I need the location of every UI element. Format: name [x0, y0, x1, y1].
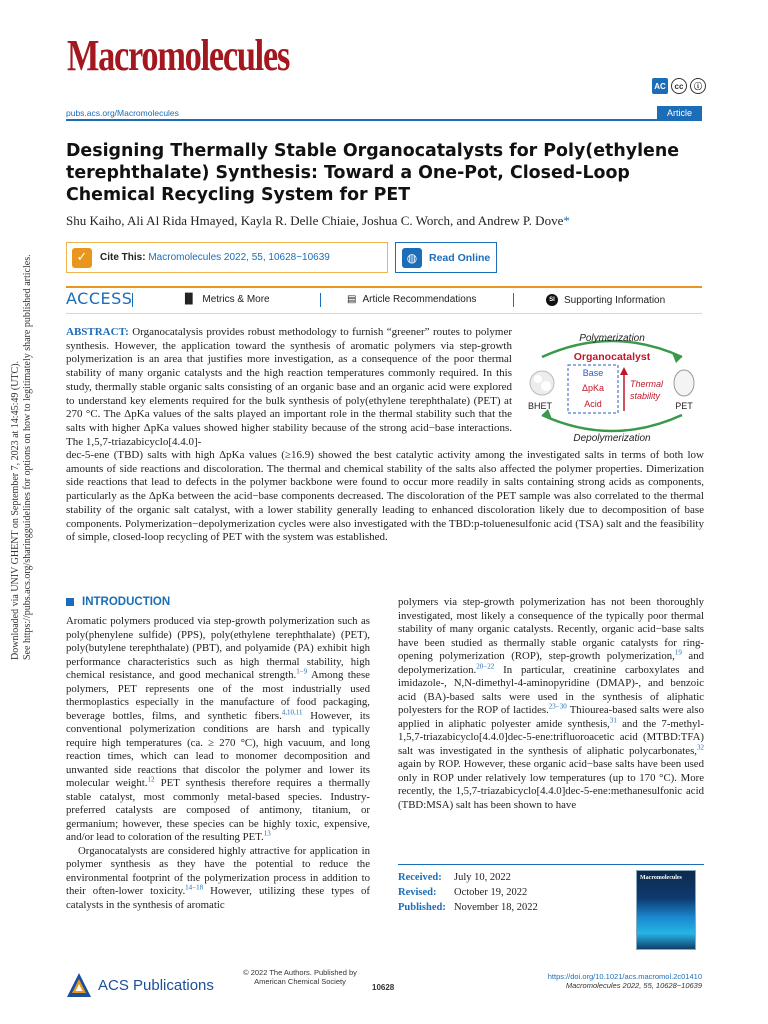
cite-text [100, 252, 330, 263]
side-note-text [10, 254, 34, 660]
author-list [66, 213, 706, 229]
side-note-line1: Downloaded via UNIV GHENT on September 7, 2023 at 14:45:49 (UTC). [10, 360, 21, 660]
date-label: Published: [398, 902, 446, 913]
journal-link[interactable]: pubs.acs.org/Macromolecules [66, 108, 179, 118]
date-value: July 10, 2022 [454, 872, 511, 883]
citation-ref[interactable]: 19 [674, 648, 682, 657]
abstract-narrow-body: Organocatalysis provides robust methodology to furnish “greener” routes to polymer synthesis. However, the application toward the synthesis of aromatic polymers via step-growth polymerization is an area that justifies more investigation, as a consequence of the poor thermal stability of many organic catalysts and the high reaction temperatures commonly required. In this study, thermally stable organic salts consisting of an organic base and an organic acid were explored to understand key elements required for the bulk synthesis of poly(ethylene terephthalate) (PET) at 270 °C. The ΔpKa values of the salts played an important role in the thermal stability such that the salts with higher ΔpKa values showed higher stability because of the strong acid−base interactions. The 1,5,7-triazabicyclo[4.4.0]- [66, 326, 513, 448]
received-row [398, 870, 538, 885]
download-side-note [0, 0, 40, 1024]
header-icons [652, 78, 706, 94]
intro-text: and depolymerization. [398, 650, 704, 676]
arrow-head [620, 367, 628, 375]
published-row [398, 900, 538, 915]
intro-left-column [66, 615, 370, 912]
side-note-line2[interactable]: See https://pubs.acs.org/sharingguidelines for options on how to legitimately share published articles. [22, 254, 33, 660]
citation-ref[interactable]: 12 [147, 775, 155, 784]
citation-ref[interactable]: 20−22 [476, 661, 495, 670]
read-online-button[interactable] [395, 242, 497, 273]
access-bar-bottom-rule [66, 313, 702, 314]
acs-logo-icon [66, 972, 92, 998]
cc-icon[interactable]: cc [671, 78, 687, 94]
intro-text: and the 7-methyl-1,5,7-triazabicyclo[4.4.0]dec-5-ene:trifluoroacetic acid (MTBD:TFA) salt was investigated in the synthesis of aliphatic polycarbonates, [398, 717, 704, 757]
base-label: Base [582, 368, 604, 378]
date-label: Revised: [398, 887, 437, 898]
read-online-label: Read Online [429, 251, 491, 264]
metrics-label: Metrics & More [202, 294, 270, 305]
access-separator [320, 293, 321, 307]
metrics-link[interactable] [181, 294, 270, 305]
intro-text: In particular, creatinine carboxylates and imidazole-, N,N-dimethyl-4-aminopyridine (DMAP)-, and benzoic acid (BA)-based salts were used in the synthesis of aliphatic polyesters for the ROP of lactides. [398, 663, 704, 716]
pet-sample-image [674, 370, 694, 396]
citation-ref[interactable]: 32 [697, 742, 704, 751]
acs-publications-logo[interactable] [66, 972, 214, 998]
date-value: November 18, 2022 [454, 902, 538, 913]
publication-dates [398, 870, 538, 915]
cite-this-box[interactable] [66, 242, 388, 273]
revised-row [398, 885, 538, 900]
intro-heading-label: INTRODUCTION [82, 596, 171, 608]
header-divider [66, 119, 702, 121]
thermal-stability-label: stability [630, 391, 661, 401]
supporting-info-label: Supporting Information [564, 294, 666, 306]
recommendations-label: Article Recommendations [362, 294, 477, 305]
access-label: ACCESS [66, 289, 133, 308]
doi-link[interactable]: https://doi.org/10.1021/acs.macromol.2c01410 [547, 972, 702, 981]
bhet-powder-image [541, 381, 551, 391]
open-access-icon[interactable]: ⓘ [690, 78, 706, 94]
intro-text: polymers via step-growth polymerization has not been thoroughly investigated, most likely a consequence of the typically poor thermal stability of many organic catalysts. Recently, organic acid−base salts have been studied as thermally stable organic catalysts for ring-opening polymerization (ROP), step-growth polymerization, [398, 596, 704, 662]
organocatalyst-label: Organocatalyst [573, 351, 651, 363]
bar-chart-icon: ▐▌ [181, 294, 197, 305]
citation-ref[interactable]: 31 [609, 715, 617, 724]
intro-text: Aromatic polymers produced via step-growth polymerization such as poly(phenylene sulfide) (PPS), poly(ethylene terephthalate) (PET), poly(butylene terephthalate) (PBT), and polyamide (PA) exhibit high performance characteristics such as high thermal stability, high chemical resistance, and good mechanical strength. [66, 615, 370, 681]
delta-pka-label: ΔpKa [581, 383, 605, 393]
citation-ref[interactable]: 1−9 [296, 667, 308, 676]
date-value: October 19, 2022 [454, 887, 528, 898]
intro-paragraph [398, 596, 704, 812]
abstract-text-bottom: dec-5-ene (TBD) salts with high ΔpKa values (≥16.9) showed the best catalytic activity among the investigated salts in terms of both low amounts of side reactions and discoloration. The thermal and chemical stability of the salts also affected the polymer properties. Dimerization side reactions that lead to defects in the polymer backbone were found to occur more readily in salts containing strong acids as components, particularly as the ΔpKa between the acid−base components decreased. The discoloration of the PET sample was also correlated to the thermal stability of the organic salt catalyst, with a lower stability generally leading to enhanced discoloration likely due to decomposition of base components. Polymerization−depolymerization cycles were also investigated with the TBD:p-toluenesulfonic acid (TSA) salt and the feasibility of simple, closed-loop recycling of PET with the system was established. [66, 449, 704, 544]
intro-text: However, its conventional polymerization conditions are harsh and typically require high temperatures (ca. ≥ 270 °C), high vacuum, and long reaction times, which can lead to monomer decomposition and unwanted side reactions that discolor the polymer and lower its molecular weight. [66, 709, 370, 789]
acid-label: Acid [584, 399, 602, 409]
date-label: Received: [398, 872, 442, 883]
citation-ref[interactable]: 23−30 [548, 702, 567, 711]
citation-ref[interactable]: 14−18 [185, 883, 204, 892]
section-marker-icon [66, 598, 74, 606]
paper-title: Designing Thermally Stable Organocatalysts for Poly(ethylene terephthalate) Synthesis: Toward a One-Pot, Closed-Loop Chemical Recycling System for PET [66, 141, 680, 205]
access-separator [513, 293, 514, 307]
checkmark-icon: ✓ [72, 248, 92, 268]
access-separator [132, 293, 133, 307]
journal-cover-thumbnail[interactable] [636, 870, 696, 950]
intro-text: However, utilizing these types of catalysts in the synthesis of aromatic [66, 885, 370, 911]
cover-title: Macromolecules [640, 875, 682, 881]
bhet-label: BHET [527, 401, 553, 411]
intro-right-column [398, 596, 704, 812]
abstract-keyword: ABSTRACT: [66, 326, 129, 338]
publisher-name: ACS Publications [98, 976, 214, 994]
intro-paragraph [66, 845, 370, 913]
cite-reference[interactable]: Macromolecules 2022, 55, 10628−10639 [148, 252, 330, 263]
section-heading [66, 596, 170, 608]
abstract-text-top [66, 326, 512, 449]
access-bar-top-rule [66, 286, 702, 288]
thermal-stability-label: Thermal [630, 379, 664, 389]
pet-label: PET [675, 401, 693, 411]
citation-ref[interactable]: 13 [263, 829, 271, 838]
footer-cite-text: Macromolecules 2022, 55, 10628−10639 [565, 981, 702, 990]
depolymerization-arrow [542, 415, 682, 431]
bhet-powder-image [534, 375, 542, 383]
polymerization-label: Polymerization [579, 333, 645, 344]
dates-divider [398, 864, 704, 865]
globe-icon: ◍ [402, 248, 422, 268]
corresponding-author-mark[interactable]: * [563, 213, 570, 228]
recommendations-link[interactable] [347, 294, 476, 305]
page-number: 10628 [372, 983, 395, 992]
cite-label: Cite This: [100, 252, 146, 263]
intro-text: Thiourea-based salts were also applied in aliphatic polyester amide synthesis, [398, 704, 704, 730]
article-list-icon: ▤ [347, 294, 357, 305]
intro-text: Among these polymers, PET represents one of the most industrially used thermoplastics especially in the manufacture of food packaging, beverage bottles, films, and synthetic fibers. [66, 669, 370, 722]
author-names[interactable]: Shu Kaiho, Ali Al Rida Hmayed, Kayla R. Delle Chiaie, Joshua C. Worch, and Andrew P. Dove [66, 213, 564, 228]
article-type-badge: Article [657, 106, 702, 120]
footer-citation [548, 972, 702, 990]
journal-title: Macromolecules [67, 31, 290, 80]
acs-ac-icon[interactable]: AC [652, 78, 668, 94]
depolymerization-label: Depolymerization [573, 433, 651, 444]
copyright-notice: © 2022 The Authors. Published by American Chemical Society [243, 968, 357, 986]
intro-paragraph [66, 615, 370, 845]
intro-text: again by ROP. However, these organic acid−base salts have been used only in ROP under relatively low temperatures (up to 170 °C). More recently, the 1,5,7-triazabicyclo[4.4.0]dec-5-ene:methanesulfonic acid (TBD:MSA) salt has been shown to have [398, 758, 704, 811]
intro-text: Organocatalysts are considered highly attractive for application in polymer synthesis as they have the potential to reduce the environmental footprint of the polymerization process in addition to their often-lower toxicity. [66, 844, 370, 897]
supporting-info-icon: SI [546, 294, 558, 306]
toc-graphic [520, 323, 704, 447]
intro-text: PET synthesis therefore requires a thermally stable catalyst, most commonly metal-based species. Industry-preferred catalysts are composed of antimony, titanium, or germanium; however, these species can be highly toxic, expensive, and/or lead to coloration of the resulting PET. [66, 777, 371, 843]
citation-ref[interactable]: 4,10,11 [281, 707, 303, 716]
supporting-info-link[interactable] [546, 294, 665, 306]
